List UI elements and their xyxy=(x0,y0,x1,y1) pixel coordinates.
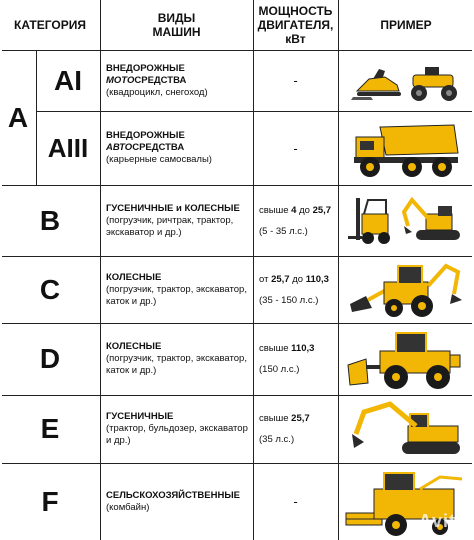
row-d-power-hp: (150 л.с.) xyxy=(259,364,300,375)
row-b-description xyxy=(100,185,253,256)
header-types-line2: МАШИН xyxy=(152,25,201,39)
category-aiii-label: AIII xyxy=(47,132,89,163)
row-ai-details: (квадроцикл, снегоход) xyxy=(106,86,208,98)
row-c-description xyxy=(100,256,253,323)
category-f-letter: F xyxy=(41,485,59,517)
wheel-dozer-icon xyxy=(346,327,466,391)
row-aiii-details: (карьерные самосвалы) xyxy=(106,154,212,165)
category-e-letter: E xyxy=(40,413,60,444)
row-d-name: КОЛЕСНЫЕ xyxy=(106,341,162,352)
row-aiii-image xyxy=(338,111,474,185)
row-ai-description xyxy=(100,50,253,111)
row-e-power xyxy=(253,395,338,463)
forklift-excavator-icon xyxy=(346,192,466,250)
row-f-power-value: - xyxy=(293,494,298,509)
row-ai-power xyxy=(253,50,338,111)
row-d-power xyxy=(253,323,338,395)
row-f-details: (комбайн) xyxy=(106,501,150,513)
row-e-power-range: свыше 25,7 xyxy=(259,413,310,424)
row-d-details: (погрузчик, трактор, экскаватор, каток и др.) xyxy=(106,353,247,376)
row-aiii-name-2: АВТОСРЕДСТВА xyxy=(106,142,185,153)
category-d xyxy=(0,323,100,395)
category-ai-label: AI xyxy=(54,64,82,96)
row-b-image xyxy=(338,185,474,256)
row-c-name: КОЛЕСНЫЕ xyxy=(106,271,162,283)
row-ai-name-2: МОТОСРЕДСТВА xyxy=(106,74,187,86)
row-ai-power-value: - xyxy=(293,73,298,88)
atv-snowmobile-icon xyxy=(351,57,461,105)
category-b-letter: B xyxy=(39,204,61,236)
row-e-details: (трактор, бульдозер, экскаватор и др.) xyxy=(106,423,248,446)
row-e-name: ГУСЕНИЧНЫЕ xyxy=(106,411,174,422)
category-d-letter: D xyxy=(39,343,61,374)
dump-truck-icon xyxy=(350,117,462,179)
row-aiii-power xyxy=(253,111,338,185)
row-c-power-hp: (35 - 150 л.с.) xyxy=(259,294,319,306)
header-category-label: КАТЕГОРИЯ xyxy=(14,18,86,32)
row-e-power-hp: (35 л.с.) xyxy=(259,434,295,445)
row-aiii-name: ВНЕДОРОЖНЫЕ xyxy=(106,130,185,141)
category-e xyxy=(0,395,100,463)
row-e-description xyxy=(100,395,253,463)
category-c xyxy=(0,256,100,323)
row-aiii-power-value: - xyxy=(293,140,298,156)
row-f-image xyxy=(338,463,474,540)
header-power-line3: кВт xyxy=(285,32,306,46)
row-ai-image xyxy=(338,50,474,111)
header-types xyxy=(100,0,253,50)
row-c-power-range: от 25,7 до 110,3 xyxy=(259,273,329,285)
header-types-line1: ВИДЫ xyxy=(157,11,196,25)
backhoe-loader-icon xyxy=(346,260,466,320)
row-b-name: ГУСЕНИЧНЫЕ и КОЛЕСНЫЕ xyxy=(106,202,240,214)
row-b-power-hp: (5 - 35 л.с.) xyxy=(259,225,308,237)
row-f-power xyxy=(253,463,338,540)
header-power-line1: МОЩНОСТЬ xyxy=(258,4,333,18)
row-c-details: (погрузчик, трактор, экскаватор, каток и др.) xyxy=(106,283,247,307)
row-c-power xyxy=(253,256,338,323)
row-d-image xyxy=(338,323,474,395)
watermark: Avito xyxy=(418,511,468,531)
header-power xyxy=(253,0,338,50)
header-example-label: ПРИМЕР xyxy=(380,18,432,32)
category-c-letter: C xyxy=(39,273,61,305)
category-b xyxy=(0,185,100,256)
category-aiii xyxy=(36,111,100,185)
row-f-description xyxy=(100,463,253,540)
header-example xyxy=(338,0,474,50)
row-b-details: (погрузчик, ричтрак, трактор, экскаватор и др.) xyxy=(106,214,234,238)
row-f-name: СЕЛЬСКОХОЗЯЙСТВЕННЫЕ xyxy=(106,489,240,501)
category-ai xyxy=(36,50,100,111)
row-e-image xyxy=(338,395,474,463)
row-b-power-range: свыше 4 до 25,7 xyxy=(259,204,332,216)
row-c-image xyxy=(338,256,474,323)
category-a xyxy=(0,50,36,185)
row-d-power-range: свыше 110,3 xyxy=(259,343,315,354)
header-power-line2: ДВИГАТЕЛЯ, xyxy=(257,18,334,32)
row-ai-name: ВНЕДОРОЖНЫЕ xyxy=(106,62,185,74)
row-b-power xyxy=(253,185,338,256)
header-category xyxy=(0,0,100,50)
crawler-excavator-icon xyxy=(346,398,466,460)
row-aiii-description xyxy=(100,111,253,185)
category-f xyxy=(0,463,100,540)
row-d-description xyxy=(100,323,253,395)
category-a-letter: A xyxy=(7,101,29,133)
